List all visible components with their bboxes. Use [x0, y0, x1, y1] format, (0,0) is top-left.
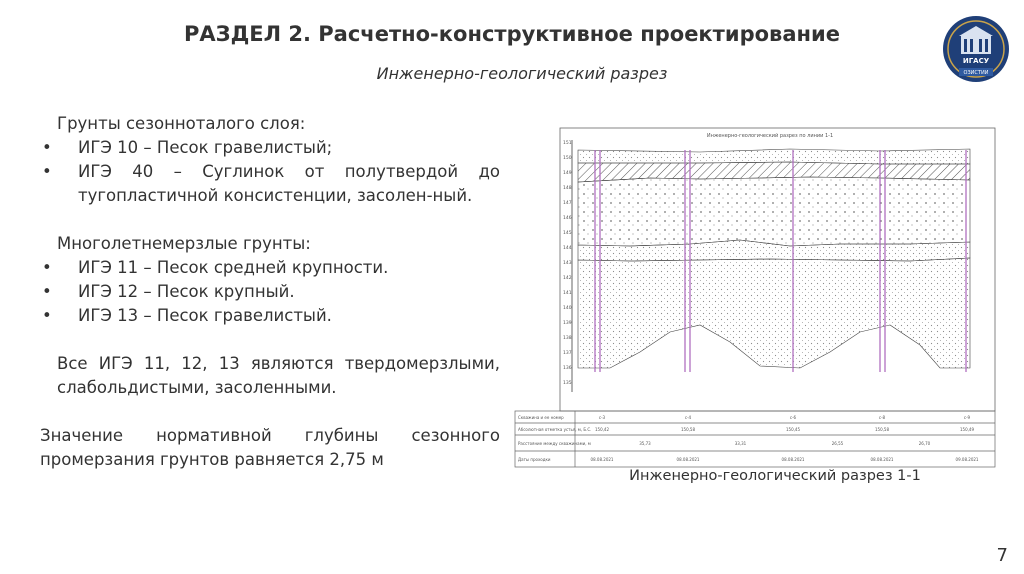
elevation-label: 145	[563, 231, 572, 236]
group1-list	[40, 136, 500, 208]
table-cell: 150,58	[875, 427, 889, 432]
group1-heading: Грунты сезонноталого слоя:	[57, 114, 306, 133]
elevation-label: 149	[563, 171, 572, 176]
table-cell: 26,70	[918, 441, 931, 446]
table-cell: 150,45	[786, 427, 800, 432]
elevation-label: 135	[563, 381, 572, 386]
table-cell: 33,31	[734, 441, 747, 446]
table-cell: с-3	[598, 415, 606, 420]
drawing-title: Инженерно-геологический разрез по линии 1-1	[706, 133, 834, 139]
list-item: • ИГЭ 12 – Песок крупный.	[42, 282, 295, 301]
table-cell: с-4	[684, 415, 692, 420]
elevation-label: 138	[563, 336, 572, 341]
logo-subtext: ОЗИСТИИ	[963, 70, 989, 76]
list-item: • ИГЭ 10 – Песок гравелистый;	[42, 138, 333, 157]
list-item: • ИГЭ 40 – Суглинок от полутвердой до тугопластичной консистенции, засолен-ный.	[42, 162, 500, 205]
well-data-table	[515, 411, 995, 467]
figure-caption: Инженерно-геологический разрез 1-1	[629, 468, 921, 484]
elevation-label: 140	[563, 306, 572, 311]
group2-heading: Многолетнемерзлые грунты:	[57, 234, 311, 253]
frozen-note: Все ИГЭ 11, 12, 13 являются твердомерзлыми, слабольдистыми, засоленными.	[57, 354, 500, 397]
table-row-label: Скважина и ее номер	[518, 415, 564, 420]
table-row-label: Даты проходки	[518, 457, 551, 462]
elevation-label: 146	[563, 216, 572, 221]
table-cell: с-6	[789, 415, 797, 420]
elevation-label: 141	[563, 291, 572, 296]
table-cell: 09.08.2021	[955, 457, 979, 462]
elevation-label: 148	[563, 186, 572, 191]
table-cell: 150,42	[595, 427, 609, 432]
elevation-label: 147	[563, 201, 572, 206]
elevation-label: 143	[563, 261, 572, 266]
table-row-label: Расстояние между скважинами, м	[518, 441, 591, 446]
table-cell: 08.08.2021	[590, 457, 614, 462]
table-cell: 35,73	[639, 441, 651, 446]
table-cell: с-8	[878, 415, 886, 420]
table-cell: 08.08.2021	[676, 457, 700, 462]
elevation-label: 144	[563, 246, 572, 251]
geological-section-figure	[510, 120, 1000, 470]
table-cell: с-9	[963, 415, 971, 420]
table-cell: 150,49	[960, 427, 974, 432]
geological-section-drawing	[510, 120, 1000, 470]
table-cell: 26,55	[831, 441, 844, 446]
elevation-label: 142	[563, 276, 572, 281]
elevation-label: 151	[563, 141, 572, 146]
group2-list	[40, 256, 500, 328]
page-subtitle: Инженерно-геологический разрез	[376, 64, 668, 83]
elevation-label: 139	[563, 321, 572, 326]
table-cell: 08.08.2021	[781, 457, 805, 462]
freezing-depth-note: Значение нормативной глубины сезонного промерзания грунтов равняется 2,75 м	[40, 426, 500, 469]
list-item: • ИГЭ 13 – Песок гравелистый.	[42, 306, 332, 325]
page-number: 7	[996, 545, 1008, 566]
page-title: РАЗДЕЛ 2. Расчетно-конструктивное проектирование	[184, 22, 840, 46]
elevation-label: 136	[563, 366, 572, 371]
university-logo	[941, 14, 1011, 84]
text-column	[40, 112, 500, 472]
logo-text: ИГАСУ	[962, 57, 990, 65]
table-row-label: Абсолютная отметка устья, м, Б.С.	[518, 427, 592, 432]
list-item: • ИГЭ 11 – Песок средней крупности.	[42, 258, 389, 277]
table-cell: 150,58	[681, 427, 695, 432]
table-cell: 08.08.2021	[870, 457, 894, 462]
elevation-label: 150	[563, 156, 572, 161]
elevation-label: 137	[563, 351, 572, 356]
